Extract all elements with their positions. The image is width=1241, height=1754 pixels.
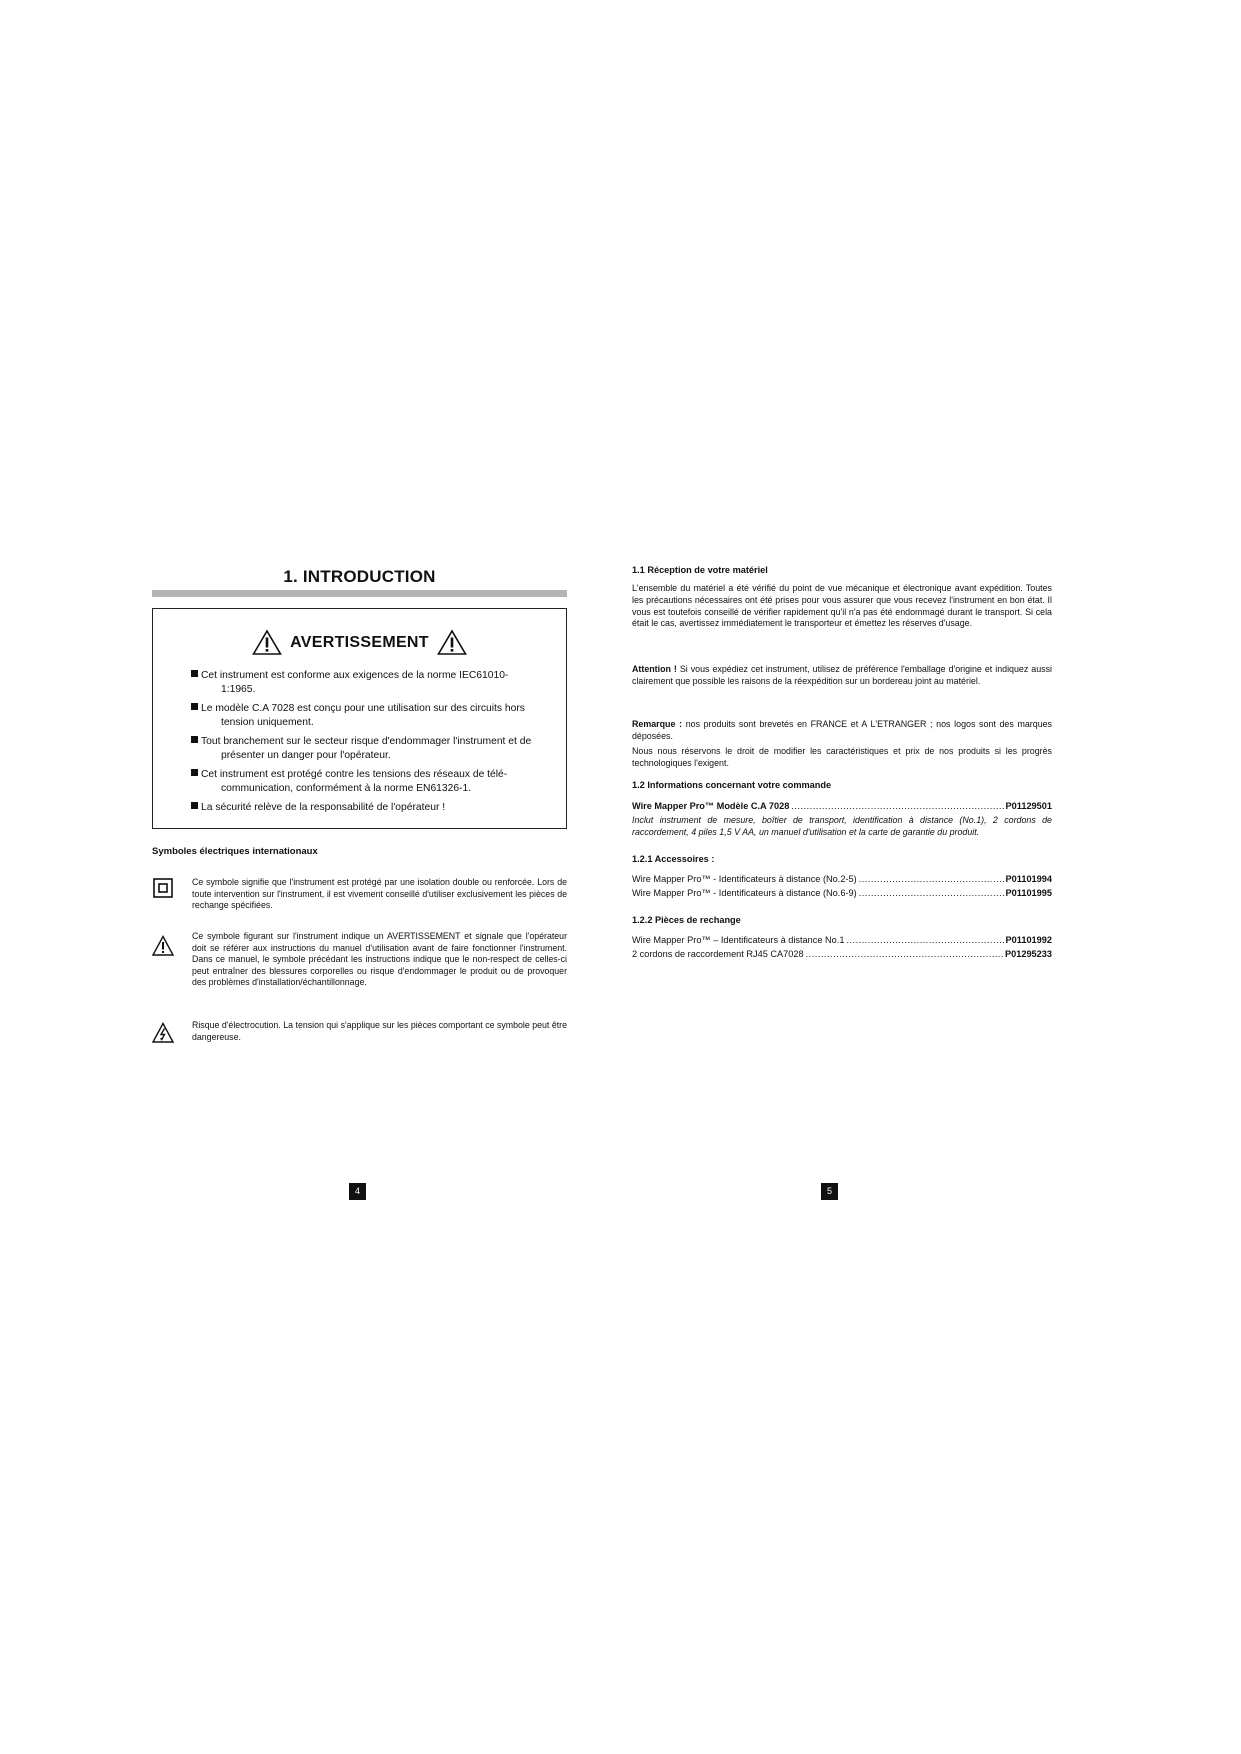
warning-box	[152, 608, 567, 829]
attention-text: Si vous expédiez cet instrument, utilisez de préférence l'emballage d'origine et indiquez aussi clairement que possible les raisons de la réexpédition sur un bordereau joint au matériel.	[632, 664, 1052, 686]
bullet-icon	[191, 802, 198, 809]
order-description: 2 cordons de raccordement RJ45 CA7028	[632, 949, 804, 959]
order-description: Wire Mapper Pro™ – Identificateurs à distance No.1	[632, 935, 845, 945]
symbol-description: Ce symbole signifie que l'instrument est protégé par une isolation double ou renforcée. Lors de toute intervention sur l'instrument, il est vivement conseillé d'utiliser exclusivement les pièces de rechange spécifiées.	[192, 877, 567, 910]
warning-triangle-icon	[152, 935, 174, 957]
order-code: P01101994	[1005, 874, 1052, 884]
bullet-icon	[191, 703, 198, 710]
warning-list	[191, 669, 541, 821]
symbol-description: Ce symbole figurant sur l'instrument indique un AVERTISSEMENT et signale que l'opérateur doit se référer aux instructions du manuel d'utilisation avant de faire fonctionner l'instrument. Dans ce manuel, le symbole précédant les instructions indique que le non-respect de celles-ci peut entraîner des blessures corporelles ou risque d'endommager le produit ou de provoquer des problèmes d'installation/échantillonnage.	[192, 931, 567, 987]
right-page	[632, 0, 1052, 1754]
order-code: P01129501	[1005, 801, 1052, 811]
order-line	[632, 948, 1052, 960]
symbol-description: Risque d'électrocution. La tension qui s'applique sur les pièces comportant ce symbole peut être dangereuse.	[192, 1020, 567, 1042]
section-title: 1.2.1 Accessoires :	[632, 854, 715, 864]
double-insulation-icon	[152, 877, 174, 899]
order-line	[632, 800, 1052, 812]
leader-dots	[846, 934, 1003, 946]
remarque-label: Remarque :	[632, 719, 683, 729]
warning-header	[153, 629, 566, 656]
warning-triangle-icon	[252, 629, 282, 656]
order-description: Wire Mapper Pro™ Modèle C.A 7028	[632, 801, 790, 811]
remarque-text: nos produits sont brevetés en FRANCE et A L'ETRANGER ; nos logos sont des marques déposées.	[632, 719, 1052, 741]
order-code: P01101992	[1005, 935, 1052, 945]
attention-label: Attention !	[632, 664, 677, 674]
reception-text: L'ensemble du matériel a été vérifié du point de vue mécanique et électronique avant expédition. Toutes les précautions nécessaires ont été prises pour vous assurer que vous recevez l'instrument en bon état. Il vous est toutefois conseillé de vérifier rapidement qu'il n'a pas été endommagé durant le transport. Si cela était le cas, avertissez immédiatement le transporteur et émettez les réserves d'usage.	[632, 583, 1052, 629]
leader-dots	[791, 800, 1003, 812]
page-number: 4	[349, 1183, 366, 1200]
leader-dots	[806, 948, 1003, 960]
symbols-heading: Symboles électriques internationaux	[152, 846, 318, 857]
order-line	[632, 887, 1052, 899]
warning-heading: AVERTISSEMENT	[290, 633, 429, 651]
section-title: 1.1 Réception de votre matériel	[632, 565, 768, 575]
leader-dots	[859, 873, 1004, 885]
electric-shock-icon	[152, 1022, 174, 1044]
warning-item: Cet instrument est protégé contre les tensions des réseaux de télé-communication, conformément à la norme EN61326-1.	[191, 768, 541, 795]
bullet-icon	[191, 769, 198, 776]
section-title: 1.2 Informations concernant votre commande	[632, 780, 832, 790]
bullet-icon	[191, 670, 198, 677]
page-number: 5	[821, 1183, 838, 1200]
left-page	[152, 0, 567, 1754]
warning-item: La sécurité relève de la responsabilité de l'opérateur !	[191, 801, 541, 815]
attention-paragraph	[632, 664, 1052, 688]
warning-item: Tout branchement sur le secteur risque d'endommager l'instrument et de présenter un danger pour l'opérateur.	[191, 735, 541, 762]
order-note: Inclut instrument de mesure, boîtier de transport, identification à distance (No.1), 2 cordons de raccordement, 4 piles 1,5 V AA, un manuel d'utilisation et la carte de garantie du produit.	[632, 815, 1052, 837]
warning-item: Cet instrument est conforme aux exigences de la norme IEC61010-1:1965.	[191, 669, 541, 696]
order-description: Wire Mapper Pro™ - Identificateurs à distance (No.2-5)	[632, 874, 857, 884]
reserve-text: Nous nous réservons le droit de modifier les caractéristiques et prix de nos produits si les progrès technologiques l'exigent.	[632, 746, 1052, 768]
order-code: P01295233	[1004, 949, 1052, 959]
order-code: P01101995	[1005, 888, 1052, 898]
page-title: 1. INTRODUCTION	[283, 567, 436, 586]
section-title: 1.2.2 Pièces de rechange	[632, 915, 741, 925]
title-underline-bar	[152, 590, 567, 597]
warning-triangle-icon	[437, 629, 467, 656]
leader-dots	[859, 887, 1004, 899]
bullet-icon	[191, 736, 198, 743]
order-description: Wire Mapper Pro™ - Identificateurs à distance (No.6-9)	[632, 888, 857, 898]
order-line	[632, 934, 1052, 946]
warning-item: Le modèle C.A 7028 est conçu pour une utilisation sur des circuits hors tension uniquement.	[191, 702, 541, 729]
remarque-paragraph	[632, 719, 1052, 743]
order-line	[632, 873, 1052, 885]
